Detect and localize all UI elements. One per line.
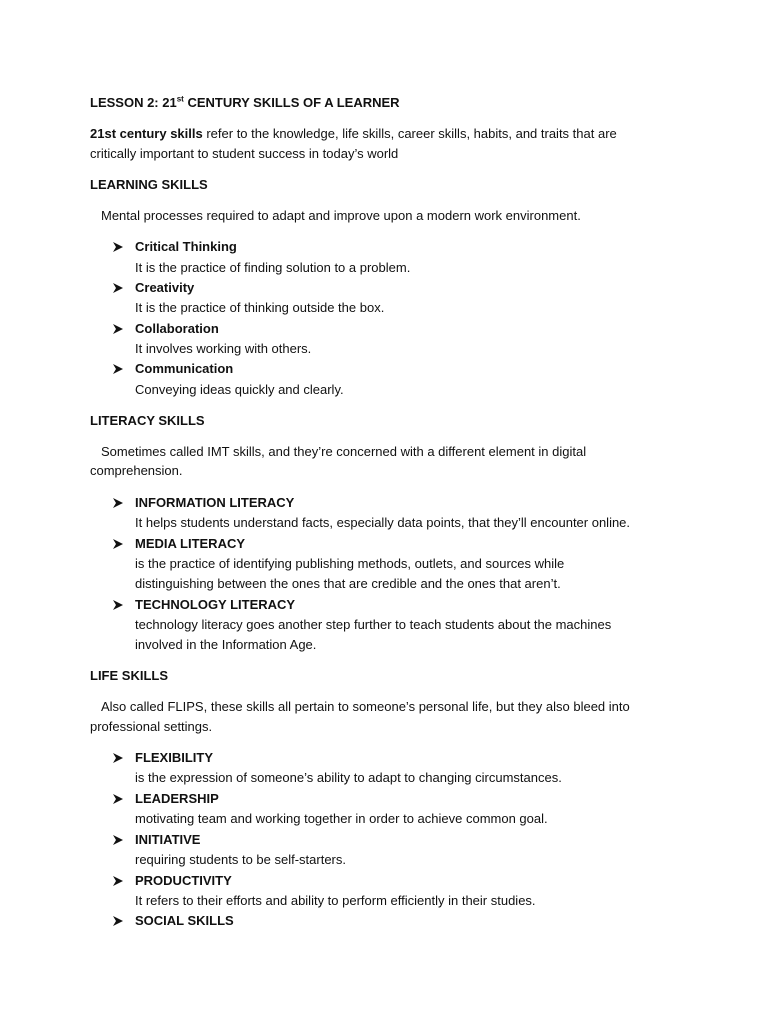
list-item-description: distinguishing between the ones that are credible and the ones that aren’t. (135, 576, 561, 591)
arrow-bullet-icon (112, 280, 135, 294)
intro-paragraph-line-1: 21st century skills refer to the knowledge, life skills, career skills, habits, and traits that are (90, 126, 617, 141)
list-item-flexibility: FLEXIBILITY (112, 750, 213, 766)
learning-skills-description: Mental processes required to adapt and improve upon a modern work environment. (101, 208, 581, 223)
literacy-skills-heading: LITERACY SKILLS (90, 413, 205, 428)
list-item-description: motivating team and working together in order to achieve common goal. (135, 811, 548, 826)
arrow-bullet-icon (112, 873, 135, 887)
list-item-description: involved in the Information Age. (135, 637, 317, 652)
list-item-description: It involves working with others. (135, 341, 312, 356)
list-item-description: It is the practice of thinking outside the box. (135, 300, 385, 315)
arrow-bullet-icon (112, 791, 135, 805)
arrow-bullet-icon (112, 536, 135, 550)
life-skills-heading: LIFE SKILLS (90, 668, 168, 683)
arrow-bullet-icon (112, 495, 135, 509)
life-skills-description-line-2: professional settings. (90, 719, 213, 734)
arrow-bullet-icon (112, 239, 135, 253)
list-item-leadership: LEADERSHIP (112, 791, 219, 807)
list-item-social-skills: SOCIAL SKILLS (112, 913, 234, 929)
list-item-collaboration: Collaboration (112, 321, 219, 337)
list-item-information-literacy: INFORMATION LITERACY (112, 495, 294, 511)
lesson-title: LESSON 2: 21st CENTURY SKILLS OF A LEARNER (90, 94, 400, 110)
list-item-media-literacy: MEDIA LITERACY (112, 536, 245, 552)
arrow-bullet-icon (112, 597, 135, 611)
list-item-description: It refers to their efforts and ability to perform efficiently in their studies. (135, 893, 536, 908)
life-skills-description-line-1: Also called FLIPS, these skills all pertain to someone’s personal life, but they also bleed into (101, 699, 630, 714)
list-item-technology-literacy: TECHNOLOGY LITERACY (112, 597, 295, 613)
list-item-description: Conveying ideas quickly and clearly. (135, 382, 344, 397)
learning-skills-heading: LEARNING SKILLS (90, 177, 208, 192)
list-item-communication: Communication (112, 361, 233, 377)
list-item-description: It is the practice of finding solution to a problem. (135, 260, 411, 275)
list-item-description: It helps students understand facts, especially data points, that they’ll encounter online. (135, 515, 631, 530)
list-item-description: is the expression of someone’s ability to adapt to changing circumstances. (135, 770, 562, 785)
arrow-bullet-icon (112, 361, 135, 375)
arrow-bullet-icon (112, 913, 135, 927)
list-item-description: requiring students to be self-starters. (135, 852, 346, 867)
literacy-skills-description-line-1: Sometimes called IMT skills, and they’re concerned with a different element in digital (101, 444, 587, 459)
arrow-bullet-icon (112, 321, 135, 335)
list-item-creativity: Creativity (112, 280, 194, 296)
intro-paragraph-line-2: critically important to student success in today’s world (90, 146, 399, 161)
list-item-description: technology literacy goes another step further to teach students about the machines (135, 617, 612, 632)
literacy-skills-description-line-2: comprehension. (90, 463, 183, 478)
list-item-critical-thinking: Critical Thinking (112, 239, 237, 255)
arrow-bullet-icon (112, 832, 135, 846)
list-item-description: is the practice of identifying publishing methods, outlets, and sources while (135, 556, 565, 571)
list-item-productivity: PRODUCTIVITY (112, 873, 232, 889)
arrow-bullet-icon (112, 750, 135, 764)
list-item-initiative: INITIATIVE (112, 832, 200, 848)
